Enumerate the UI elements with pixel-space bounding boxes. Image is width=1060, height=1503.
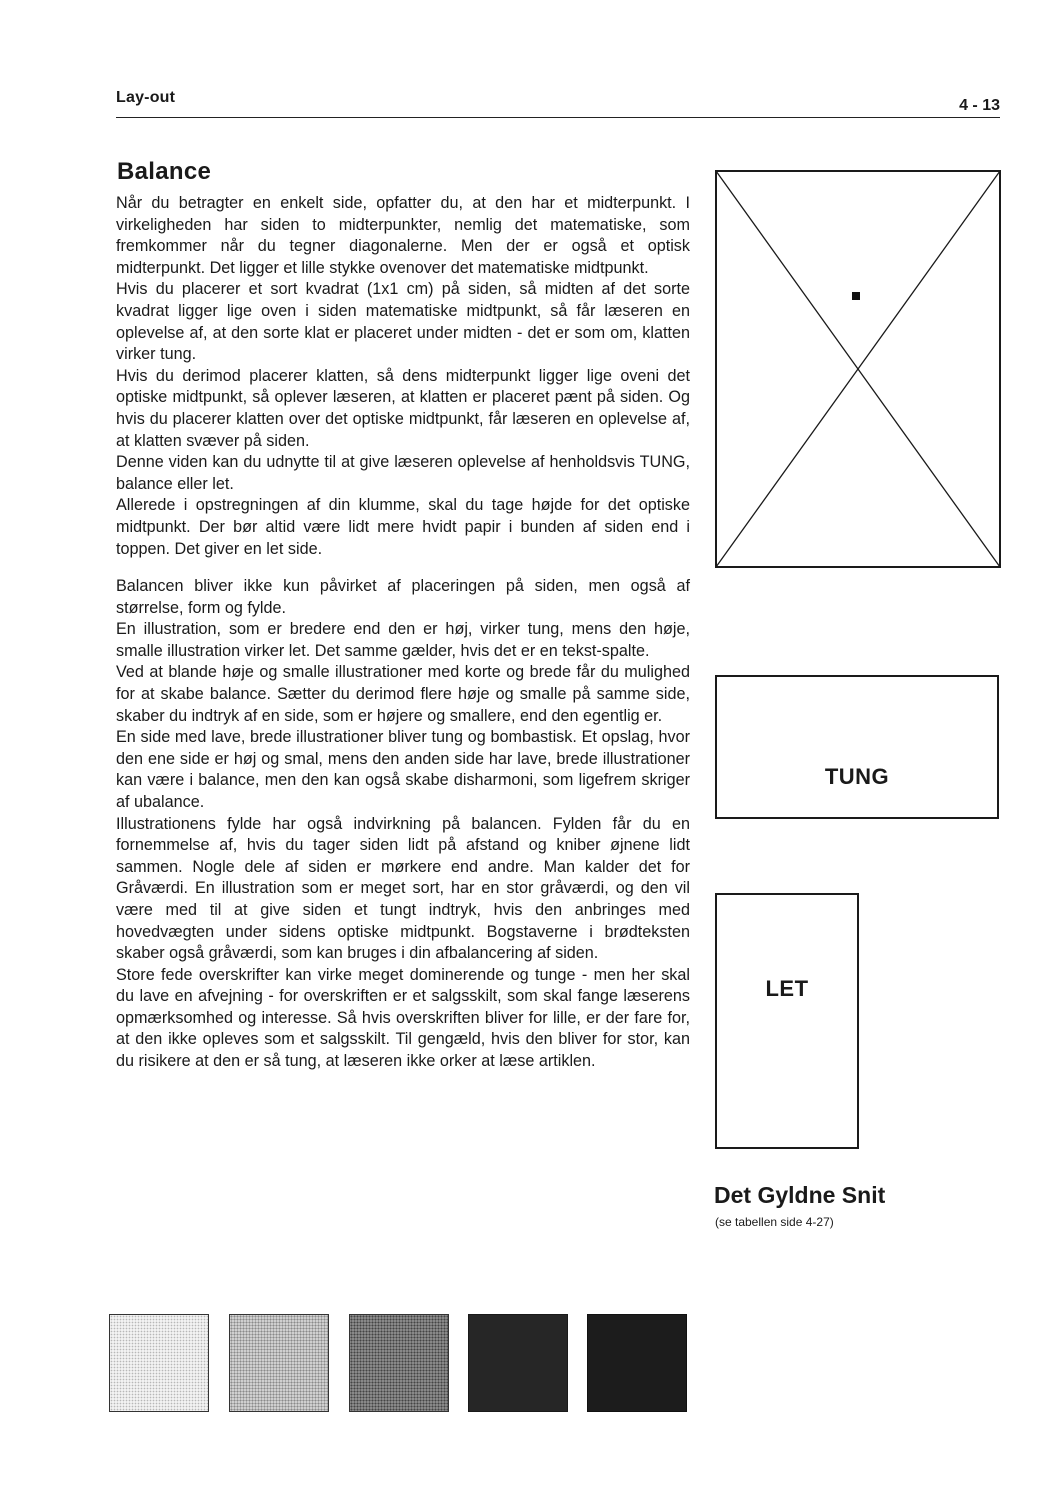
let-illustration-box xyxy=(715,893,859,1149)
paragraph: Store fede overskrifter kan virke meget dominerende og tunge - men her skal du lave en afvejning - for overskriften er et salgsskilt, som skal fange læserens opmærksomhed og interesse. Så hvis overskriften bliver for lille, er der fare for, at den ikke opleves som et salgsskilt. Til gengæld, hvis den bliver for stor, kan du risikere at den er så tung, at læseren ikke orker at læse artiklen. xyxy=(116,965,690,1071)
section-header: Lay-out xyxy=(116,89,176,106)
gray-value-swatch xyxy=(587,1314,687,1412)
page-number: 4 - 13 xyxy=(959,97,1000,114)
paragraph: Hvis du derimod placerer klatten, så dens midterpunkt ligger lige oveni det optiske midtpunkt, så oplever læseren, at klatten er placeret pænt på siden. Og hvis du placerer klatten over det optiske midtpunkt, får læseren en oplevelse af, at klatten svæver på siden. xyxy=(116,366,690,450)
tung-illustration-box xyxy=(715,675,999,819)
gray-value-swatch xyxy=(109,1314,209,1412)
gray-value-swatch xyxy=(229,1314,329,1412)
gray-value-swatch xyxy=(349,1314,449,1412)
page-title: Balance xyxy=(117,158,212,185)
paragraph: Allerede i opstregningen af din klumme, skal du tage højde for det optiske midtpunkt. Der bør altid være lidt mere hvidt papir i bunden af siden end i toppen. Det giver en let side. xyxy=(116,496,690,558)
page-center-diagram xyxy=(715,170,1001,568)
paragraph: Balancen bliver ikke kun påvirket af placeringen på siden, men også af størrelse, form og fylde. xyxy=(116,577,690,617)
body-text-size-form xyxy=(116,576,690,1073)
paragraph: Denne viden kan du udnytte til at give læseren oplevelse af henholdsvis TUNG, balance eller let. xyxy=(116,453,690,493)
let-label: LET xyxy=(765,976,809,1001)
golden-section-note: (se tabellen side 4-27) xyxy=(715,1215,834,1229)
paragraph: En illustration, som er bredere end den er høj, virker tung, mens den høje, smalle illustration virker let. Det samme gælder, hvis det er en tekst-spalte. xyxy=(116,620,690,660)
paragraph: Ved at blande høje og smalle illustrationer med korte og brede får du mulighed for at skabe balance. Sætter du derimod flere høje og smalle på samme side, skaber du indtryk af en side, som er højere og smallere, end den egentlig er. xyxy=(116,663,690,725)
paragraph: Hvis du placerer et sort kvadrat (1x1 cm) på siden, så midten af det sorte kvadrat ligger lige oven i siden matematiske midtpunkt, så får læseren en oplevelse af, at den sorte klat er placeret under midten - det er som om, klatten virker tung. xyxy=(116,280,690,364)
body-text-balance xyxy=(116,193,690,560)
golden-section-title: Det Gyldne Snit xyxy=(714,1182,886,1208)
optical-center-square xyxy=(852,292,860,300)
paragraph: Illustrationens fylde har også indvirkning på balancen. Fylden får du en fornemmelse af, hvis du tager siden lidt på afstand og kniber øjnene lidt sammen. Nogle dele af siden er mørkere end andre. Man kalder det for Gråværdi. En illustration som er meget sort, har en stor gråværdi, og den vil være med til at give siden et tungt indtryk, hvis den anbringes med hovedvægten under sidens optiske midtpunkt. Bogstaverne i brødteksten skaber også gråværdi, som kan bruges i din afbalancering af siden. xyxy=(116,814,690,963)
paragraph: Når du betragter en enkelt side, opfatter du, at den har et midterpunkt. I virkeligheden har siden to midterpunkter, nemlig det matematiske, som fremkommer når du tegner diagonalerne. Men der er også et optisk midterpunkt. Det ligger et lille stykke ovenover det matematiske midtpunkt. xyxy=(116,194,690,277)
tung-label: TUNG xyxy=(824,764,890,789)
header-rule xyxy=(116,117,1000,118)
paragraph: En side med lave, brede illustrationer bliver tung og bombastisk. Et opslag, hvor den ene side er høj og smal, mens den anden side har lave, brede illustrationer kan være i balance, men den kan også skabe disharmoni, som ligefrem skriger af ubalance. xyxy=(116,728,690,811)
gray-value-swatch xyxy=(468,1314,568,1412)
